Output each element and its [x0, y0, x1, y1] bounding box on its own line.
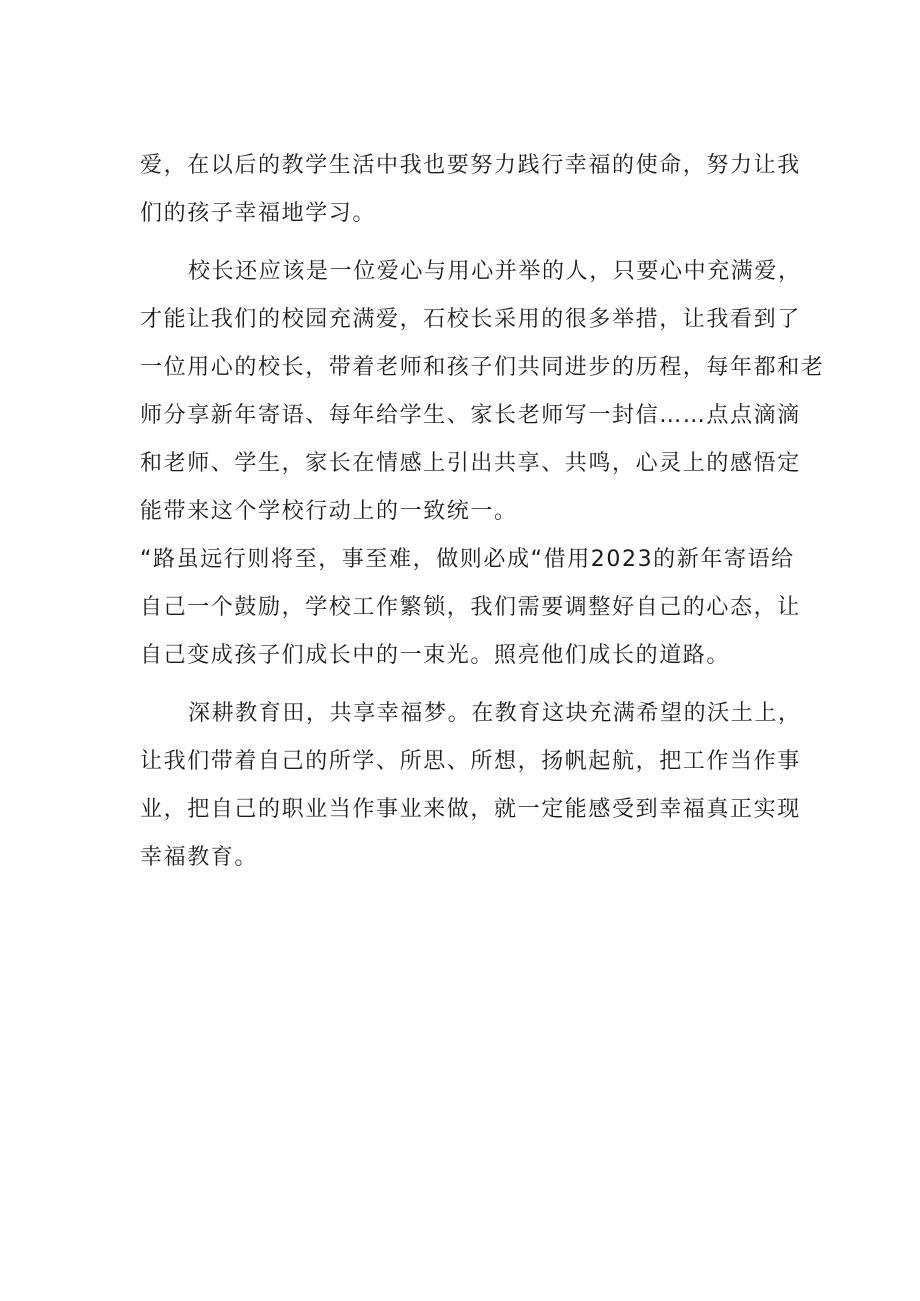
paragraph-3	[140, 536, 800, 680]
text-line: 师分享新年寄语、每年给学生、家长老师写一封信……点点滴滴	[140, 403, 801, 428]
text-line: 一位用心的校长，带着老师和孩子们共同进步的历程，每年都和老	[140, 355, 825, 380]
text-line: 幸福教育。	[140, 845, 259, 870]
text-line: 爱，在以后的教学生活中我也要努力践行幸福的使命，努力让我	[140, 153, 801, 178]
text-line: 业，把自己的职业当作事业来做，就一定能感受到幸福真正实现	[140, 797, 801, 822]
text-line: 让我们带着自己的所学、所思、所想，扬帆起航，把工作当作事	[140, 749, 801, 774]
text-line: 校长还应该是一位爱心与用心并举的人，只要心中充满爱，	[188, 259, 802, 284]
text-line: 自己变成孩子们成长中的一束光。照亮他们成长的道路。	[140, 643, 731, 668]
text-line: 和老师、学生，家长在情感上引出共享、共鸣，心灵上的感悟定	[140, 451, 801, 476]
paragraph-1	[140, 142, 800, 238]
text-line: 才能让我们的校园充满爱，石校长采用的很多举措，让我看到了	[140, 307, 801, 332]
text-line: 自己一个鼓励，学校工作繁锁，我们需要调整好自己的心态，让	[140, 595, 801, 620]
text-line: 能带来这个学校行动上的一致统一。	[140, 499, 518, 524]
paragraph-2	[140, 248, 825, 536]
text-line: 深耕教育田，共享幸福梦。在教育这块充满希望的沃土上，	[188, 701, 802, 726]
text-line: 们的孩子幸福地学习。	[140, 201, 377, 226]
text-line: “路虽远行则将至，事至难，做则必成“借用2023的新年寄语给	[140, 547, 795, 572]
document-body	[140, 142, 825, 882]
paragraph-4	[140, 690, 800, 882]
